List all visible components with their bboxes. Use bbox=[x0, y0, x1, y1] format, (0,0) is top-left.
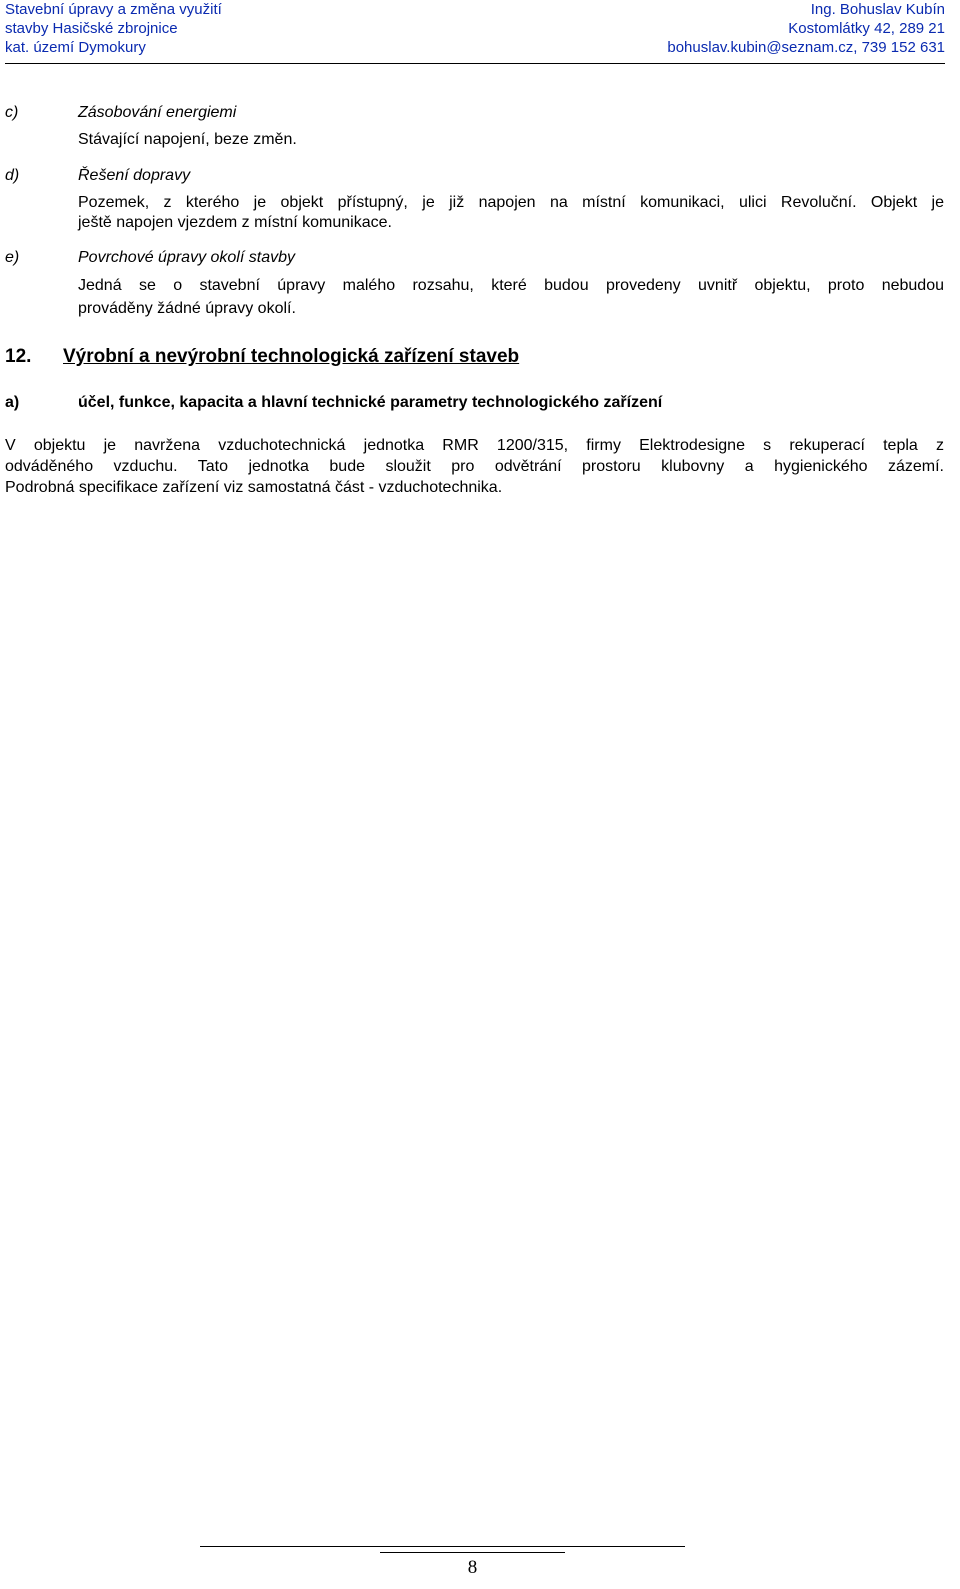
subsection-a-letter: a) bbox=[5, 394, 20, 411]
chapter-number: 12. bbox=[5, 346, 32, 367]
paragraph-line: odváděného vzduchu. Tato jednotka bude sloužit pro odvětrání prostoru klubovny a hygienického zázemí. bbox=[5, 458, 944, 475]
footer-divider bbox=[200, 1546, 685, 1547]
section-d-text-line: Pozemek, z kterého je objekt přístupný, je již napojen na místní komunikaci, ulici Revoluční. Objekt je bbox=[78, 194, 944, 211]
section-c-text: Stávající napojení, beze změn. bbox=[78, 131, 297, 148]
section-c-letter: c) bbox=[5, 104, 19, 121]
footer-divider-short bbox=[380, 1552, 565, 1553]
section-e-text-line: Jedná se o stavební úpravy malého rozsahu, které budou provedeny uvnitř objektu, proto nebudou bbox=[78, 277, 944, 294]
header-project-line: kat. území Dymokury bbox=[5, 39, 146, 56]
chapter-12-heading bbox=[5, 345, 944, 371]
chapter-12-paragraph bbox=[5, 435, 944, 499]
header-project-info bbox=[5, 0, 222, 57]
subsection-a-title: účel, funkce, kapacita a hlavní technické parametry technologického zařízení bbox=[78, 394, 663, 411]
paragraph-line: Podrobná specifikace zařízení viz samostatná část - vzduchotechnika. bbox=[5, 479, 503, 496]
header-author-contact: bohuslav.kubin@seznam.cz, 739 152 631 bbox=[667, 39, 945, 56]
chapter-title: Výrobní a nevýrobní technologická zařízení staveb bbox=[63, 346, 520, 367]
header-project-line: Stavební úpravy a změna využití bbox=[5, 1, 222, 18]
header-project-line: stavby Hasičské zbrojnice bbox=[5, 20, 178, 37]
header-divider bbox=[5, 63, 945, 64]
section-c-title: Zásobování energiemi bbox=[78, 104, 237, 121]
page-number: 8 bbox=[467, 1557, 478, 1578]
header-author-name: Ing. Bohuslav Kubín bbox=[810, 1, 945, 18]
section-e-text bbox=[78, 275, 944, 320]
section-d-text-line: ještě napojen vjezdem z místní komunikace. bbox=[78, 214, 392, 231]
paragraph-line: V objektu je navržena vzduchotechnická jednotka RMR 1200/315, firmy Elektrodesigne s rekuperací tepla z bbox=[5, 437, 944, 454]
section-d-letter: d) bbox=[5, 167, 20, 184]
section-d-title: Řešení dopravy bbox=[78, 167, 191, 184]
section-e-text-line: prováděny žádné úpravy okolí. bbox=[78, 300, 296, 317]
section-e-letter: e) bbox=[5, 249, 20, 266]
section-e-title: Povrchové úpravy okolí stavby bbox=[78, 249, 295, 266]
header-author-info bbox=[667, 0, 945, 57]
section-d-text bbox=[78, 192, 944, 234]
header-author-address: Kostomlátky 42, 289 21 bbox=[788, 20, 945, 37]
